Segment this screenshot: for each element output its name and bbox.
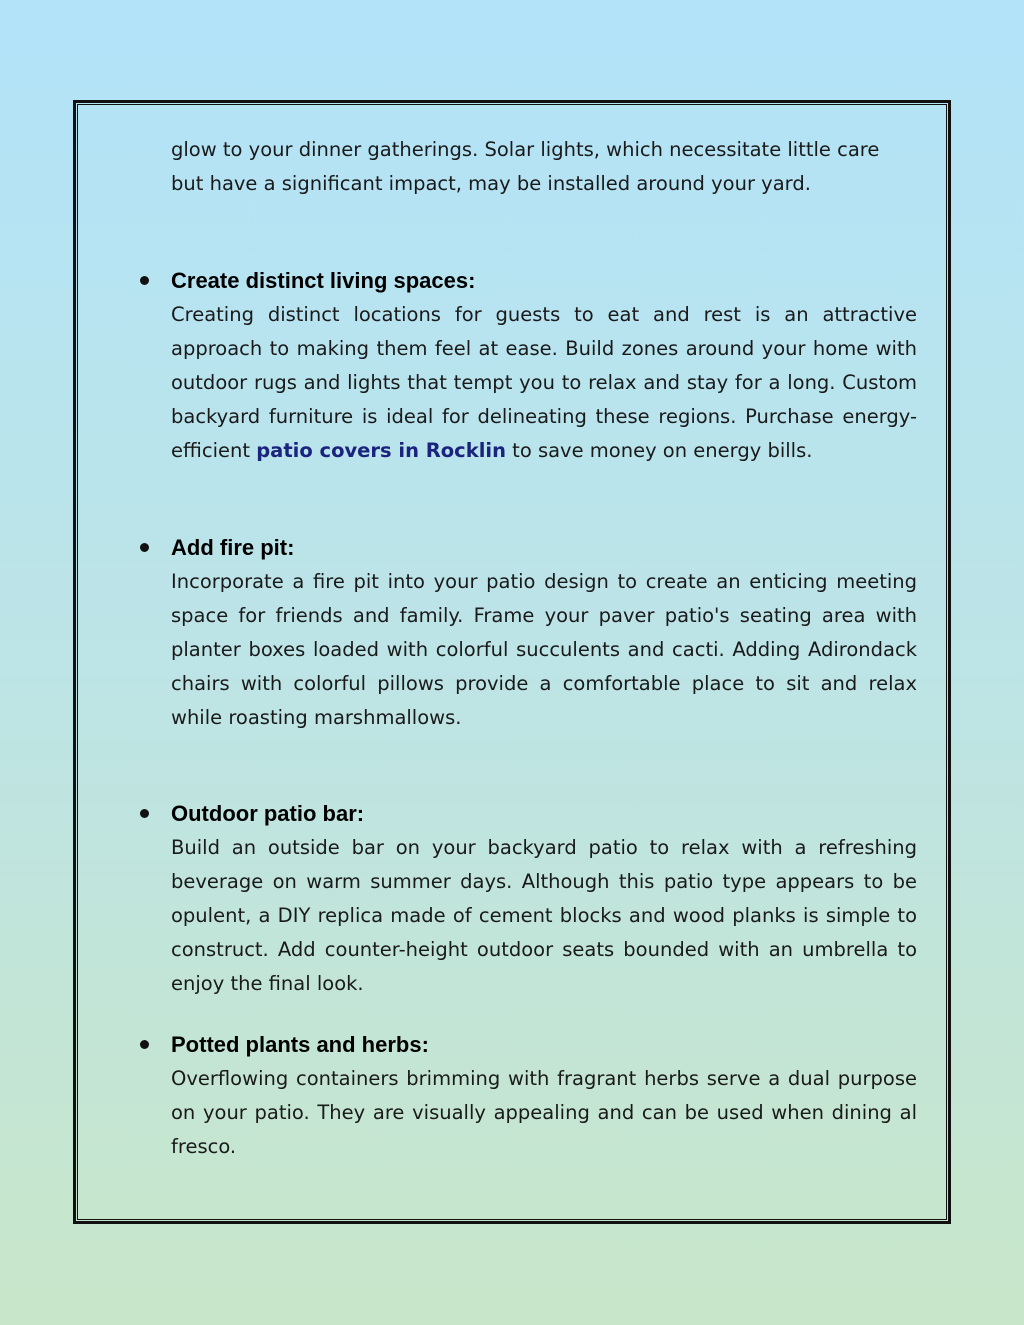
section-paragraph: Build an outside bar on your backyard patio to relax with a refreshing beverage on warm summer days. Although this patio type appears to be opulent, a DIY replica made of cement blocks and wood planks is simple to construct. Add counter-height outdoor seats bounded with an umbrella to enjoy the final look. [171,836,917,995]
bullet-icon [140,543,149,552]
article-body [171,133,917,1164]
section-paragraph [171,298,917,468]
patio-covers-link[interactable]: patio covers in Rocklin [256,439,506,462]
section-paragraph: Incorporate a fire pit into your patio design to create an enticing meeting space for friends and family. Frame your paver patio's seating area with planter boxes loaded with colorful succulents and cacti. Adding Adirondack chairs with colorful pillows provide a comfortable place to sit and relax while roasting marshmallows. [171,570,917,729]
bullet-icon [140,276,149,285]
section-heading: Add fire pit: [171,535,295,560]
section-heading: Outdoor patio bar: [171,801,365,826]
section-living-spaces [171,264,917,468]
section-patio-bar [171,797,917,1001]
bullet-icon [140,809,149,818]
section-fire-pit [171,531,917,735]
section-heading: Potted plants and herbs: [171,1032,429,1057]
section-paragraph: Overflowing containers brimming with fragrant herbs serve a dual purpose on your patio. They are visually appealing and can be used when dining al fresco. [171,1067,917,1158]
section-heading: Create distinct living spaces: [171,268,476,293]
content-frame [73,100,951,1224]
bullet-icon [140,1040,149,1049]
section-potted-plants [171,1028,917,1164]
intro-paragraph: glow to your dinner gatherings. Solar lights, which necessitate little care but have a significant impact, may be installed around your yard. [171,138,880,195]
paragraph-text: Creating distinct locations for guests to eat and rest is an attractive approach to making them feel at ease. Build zones around your home with outdoor rugs and lights that tempt you to relax and stay for a long. Custom backyard furniture is ideal for delineating these regions. Purchase energy-efficient [171,303,917,462]
paragraph-text: to save money on energy bills. [505,439,813,462]
